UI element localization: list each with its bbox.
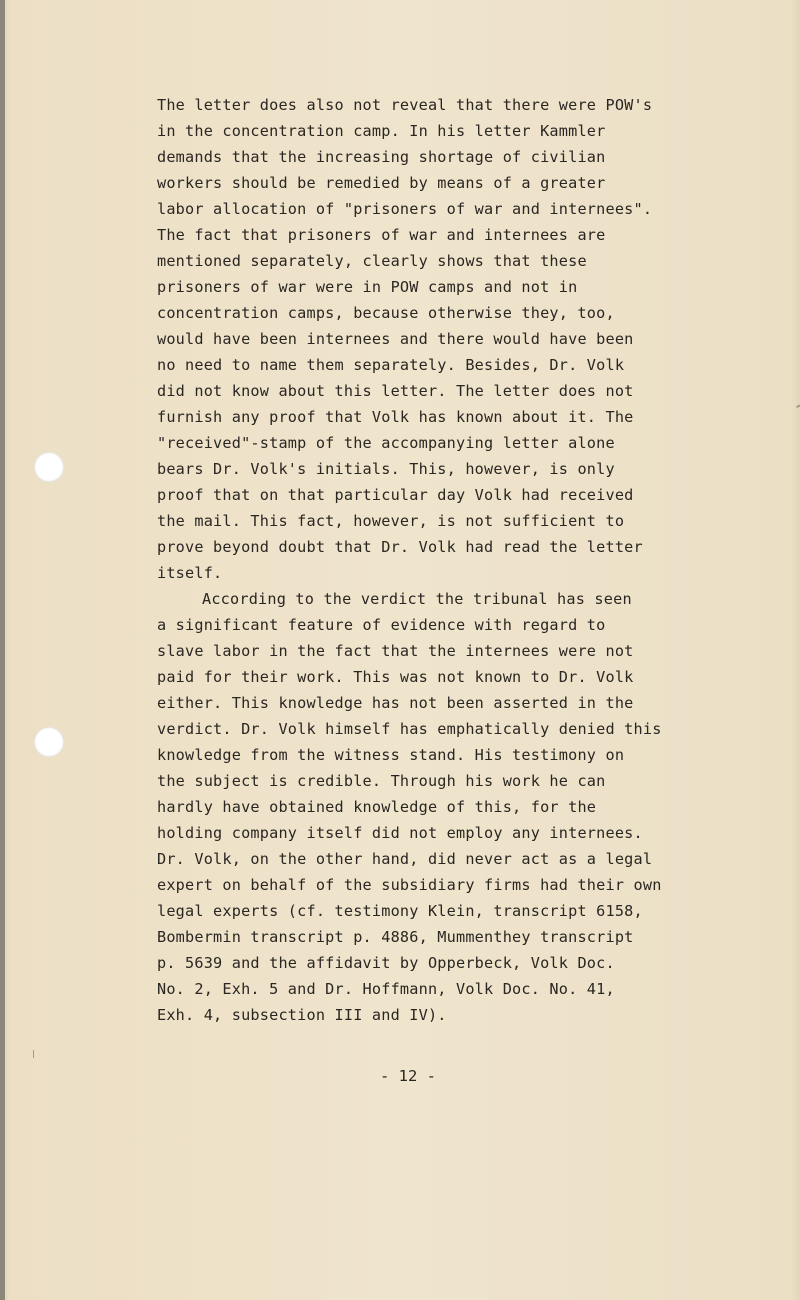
text-line: prisoners of war were in POW camps and not in: [157, 278, 578, 296]
text-line: did not know about this letter. The letter does not: [157, 382, 634, 400]
text-line: No. 2, Exh. 5 and Dr. Hoffmann, Volk Doc. No. 41,: [157, 980, 615, 998]
text-line: either. This knowledge has not been asserted in the: [157, 694, 634, 712]
page-edge: [0, 0, 5, 1300]
text-line: would have been internees and there would have been: [157, 330, 634, 348]
text-line: The fact that prisoners of war and internees are: [157, 226, 606, 244]
text-line: legal experts (cf. testimony Klein, transcript 6158,: [157, 902, 643, 920]
text-line: The letter does also not reveal that there were POW's: [157, 96, 653, 114]
margin-mark: [796, 402, 800, 408]
text-line: "received"-stamp of the accompanying letter alone: [157, 434, 615, 452]
text-line: slave labor in the fact that the internees were not: [157, 642, 634, 660]
punch-hole-bottom: [34, 727, 64, 757]
text-line: a significant feature of evidence with regard to: [157, 616, 606, 634]
text-line: hardly have obtained knowledge of this, for the: [157, 798, 597, 816]
text-line: Exh. 4, subsection III and IV).: [157, 1006, 447, 1024]
text-line: concentration camps, because otherwise they, too,: [157, 304, 615, 322]
text-line: demands that the increasing shortage of civilian: [157, 148, 606, 166]
text-line: in the concentration camp. In his letter Kammler: [157, 122, 606, 140]
text-line: furnish any proof that Volk has known about it. The: [157, 408, 634, 426]
text-line: no need to name them separately. Besides, Dr. Volk: [157, 356, 625, 374]
text-line: workers should be remedied by means of a greater: [157, 174, 606, 192]
text-line: proof that on that particular day Volk had received: [157, 486, 634, 504]
text-line: Dr. Volk, on the other hand, did never act as a legal: [157, 850, 653, 868]
text-line: itself.: [157, 564, 223, 582]
text-line: mentioned separately, clearly shows that these: [157, 252, 587, 270]
text-line: expert on behalf of the subsidiary firms had their own: [157, 876, 662, 894]
margin-mark: [33, 1050, 34, 1058]
paragraph-first-line: According to the verdict the tribunal has seen: [202, 590, 632, 608]
text-line: bears Dr. Volk's initials. This, however, is only: [157, 460, 615, 478]
text-line: the subject is credible. Through his work he can: [157, 772, 606, 790]
body-text: [157, 92, 717, 1028]
text-line: paid for their work. This was not known to Dr. Volk: [157, 668, 634, 686]
text-line: knowledge from the witness stand. His testimony on: [157, 746, 625, 764]
punch-hole-top: [34, 452, 64, 482]
text-line: Bombermin transcript p. 4886, Mummenthey transcript: [157, 928, 634, 946]
page-number: - 12 -: [380, 1067, 436, 1085]
text-line: p. 5639 and the affidavit by Opperbeck, Volk Doc.: [157, 954, 615, 972]
text-line: the mail. This fact, however, is not sufficient to: [157, 512, 625, 530]
text-line: labor allocation of "prisoners of war and internees".: [157, 200, 653, 218]
text-line: prove beyond doubt that Dr. Volk had read the letter: [157, 538, 643, 556]
text-line: verdict. Dr. Volk himself has emphatically denied this: [157, 720, 662, 738]
text-line: holding company itself did not employ any internees.: [157, 824, 643, 842]
